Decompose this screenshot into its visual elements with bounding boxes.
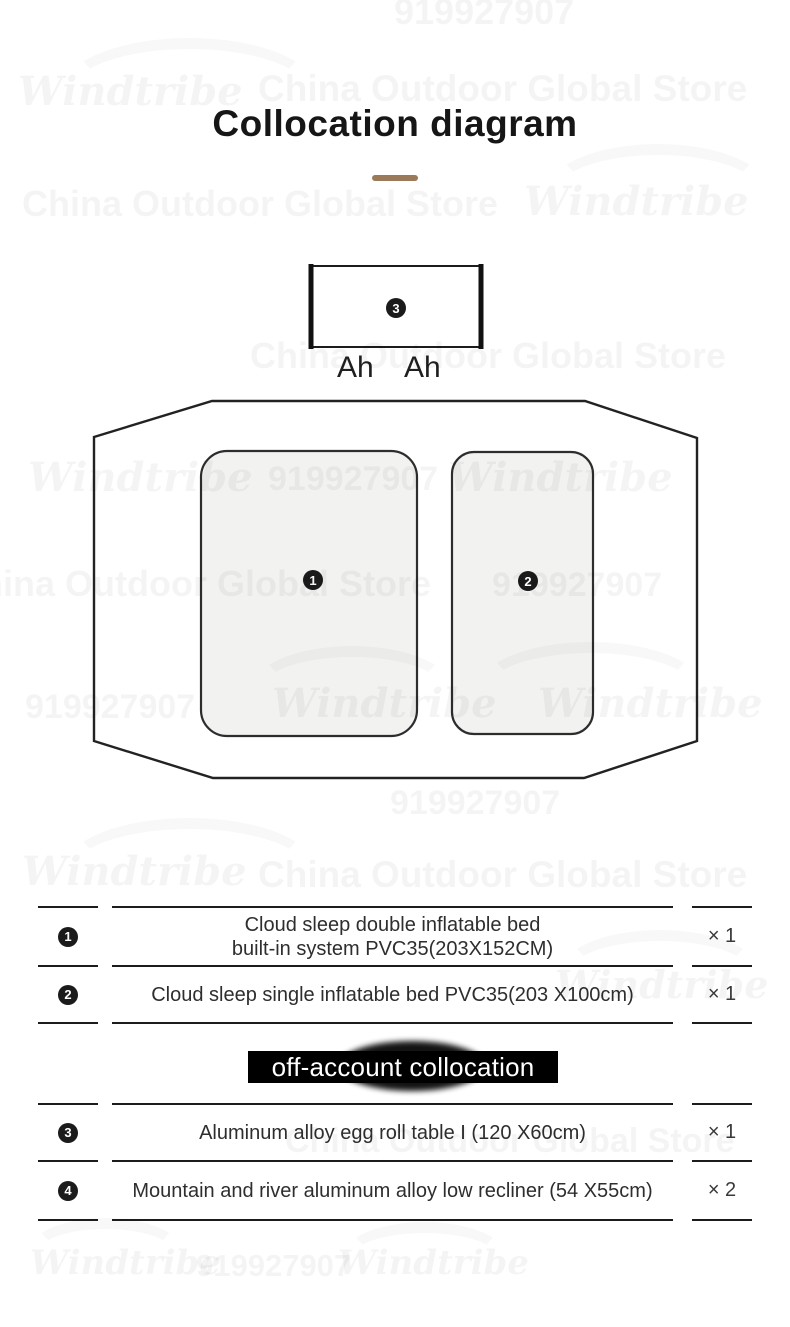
row-marker: 4 <box>58 1181 78 1201</box>
item-name-line1: Cloud sleep double inflatable bed <box>244 913 541 936</box>
row-number-cell <box>38 1103 98 1160</box>
item-name: Mountain and river aluminum alloy low recliner (54 X55cm) <box>132 1179 653 1202</box>
marker-double-bed: 1 <box>303 570 323 590</box>
single-bed-shape <box>452 452 593 734</box>
table-row <box>38 1103 752 1160</box>
row-number-cell <box>38 906 98 965</box>
marker-table: 3 <box>386 298 406 318</box>
item-description <box>112 965 673 1024</box>
item-name-line2: built-in system PVC35(203X152CM) <box>231 937 554 960</box>
table-row <box>38 965 752 1024</box>
chair-label-right: Ah <box>404 351 441 384</box>
item-name: Aluminum alloy egg roll table I (120 X60cm) <box>199 1121 586 1144</box>
chair-label-left: Ah <box>337 351 374 384</box>
included-parts-table <box>38 906 752 1024</box>
item-description <box>112 1103 673 1160</box>
item-description <box>112 1160 673 1221</box>
item-quantity: × 2 <box>692 1160 752 1221</box>
section-header: off-account collocation <box>248 1051 558 1083</box>
table-row <box>38 906 752 965</box>
item-quantity: × 1 <box>692 1103 752 1160</box>
item-quantity: × 1 <box>692 906 752 965</box>
item-quantity: × 1 <box>692 965 752 1024</box>
double-bed-shape <box>201 451 417 736</box>
optional-parts-table <box>38 1103 752 1221</box>
table-row <box>38 1160 752 1221</box>
marker-single-bed: 2 <box>518 571 538 591</box>
row-number-cell <box>38 1160 98 1221</box>
item-description <box>112 906 673 965</box>
row-marker: 1 <box>58 927 78 947</box>
row-marker: 3 <box>58 1123 78 1143</box>
row-number-cell <box>38 965 98 1024</box>
row-marker: 2 <box>58 985 78 1005</box>
page-title: Collocation diagram <box>212 103 578 144</box>
item-name: Cloud sleep single inflatable bed PVC35(203 X100cm) <box>151 983 634 1006</box>
